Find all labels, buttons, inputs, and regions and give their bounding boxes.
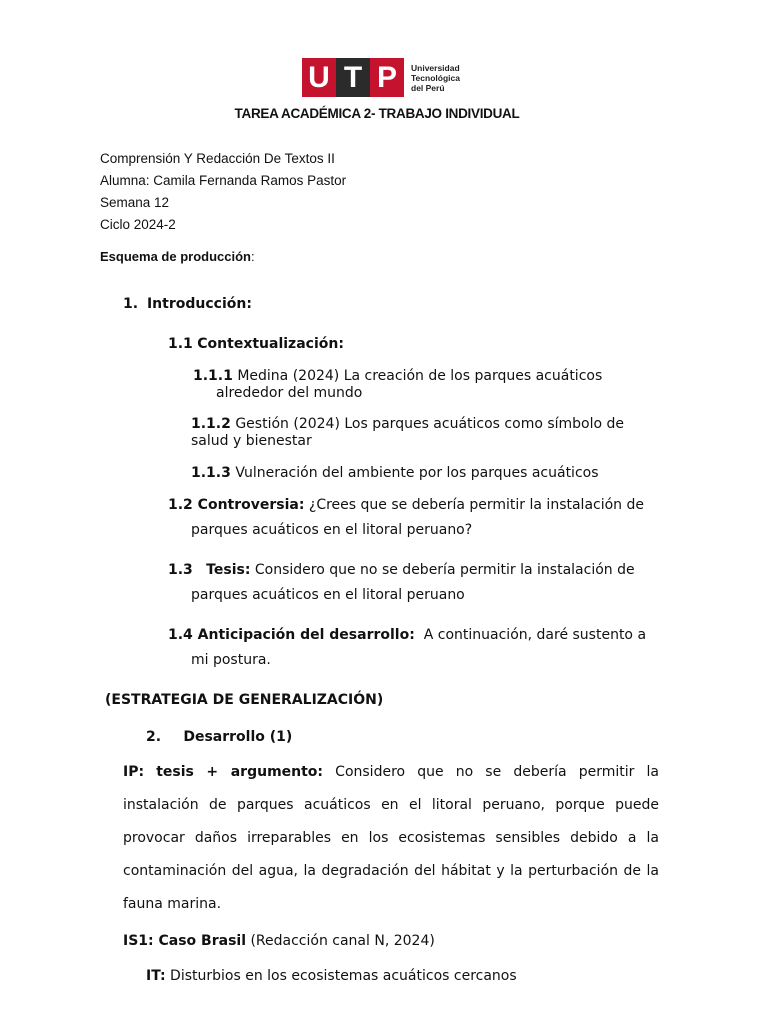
section-1-3-thesis: 1.3 Tesis: Considero que no se debería permitir la instalación de xyxy=(168,562,635,578)
week-label: Semana 12 xyxy=(100,195,170,210)
ip-line-3: provocar daños irreparables en los ecosistemas sensibles debido a la xyxy=(123,830,659,846)
ip-paragraph xyxy=(123,756,659,921)
logo-letter-u: U xyxy=(302,58,336,97)
ip-line-4: contaminación del agua, la degradación del hábitat y la perturbación de la xyxy=(123,863,659,879)
section-1-3-cont: parques acuáticos en el litoral peruano xyxy=(191,587,465,603)
logo-university-name: Universidad Tecnológica del Perú xyxy=(411,62,460,93)
section-1-1-1-cont: alrededor del mundo xyxy=(216,385,363,401)
section-1-1-heading: 1.1 Contextualización: xyxy=(168,336,344,352)
section-1-2-cont: parques acuáticos en el litoral peruano? xyxy=(191,522,473,538)
logo-letter-t: T xyxy=(336,58,370,97)
ip-line-2: instalación de parques acuáticos en el litoral peruano, porque puede xyxy=(123,797,659,813)
section-1-1-3: 1.1.3 Vulneración del ambiente por los parques acuáticos xyxy=(191,465,599,481)
student-name: Alumna: Camila Fernanda Ramos Pastor xyxy=(100,173,347,188)
document-title: TAREA ACADÉMICA 2- TRABAJO INDIVIDUAL xyxy=(234,106,520,121)
section-1-heading: 1. Introducción: xyxy=(123,296,252,312)
section-1-2-controversy: 1.2 Controversia: ¿Crees que se debería permitir la instalación de xyxy=(168,497,644,513)
section-1-1-2-cont: salud y bienestar xyxy=(191,433,312,449)
strategy-heading: (ESTRATEGIA DE GENERALIZACIÓN) xyxy=(105,692,384,708)
logo-letter-p: P xyxy=(370,58,404,97)
is1-line: IS1: Caso Brasil (Redacción canal N, 2024) xyxy=(123,933,435,949)
ip-line-5: fauna marina. xyxy=(123,896,222,912)
ip-line-1: IP: tesis + argumento: Considero que no se debería permitir la xyxy=(123,764,659,780)
schema-heading: Esquema de producción: xyxy=(100,249,255,264)
section-1-1-1: 1.1.1 Medina (2024) La creación de los parques acuáticos xyxy=(193,368,603,384)
cycle-label: Ciclo 2024-2 xyxy=(100,217,176,232)
section-1-4-anticipation: 1.4 Anticipación del desarrollo: A continuación, daré sustento a xyxy=(168,627,647,643)
it-line: IT: Disturbios en los ecosistemas acuáticos cercanos xyxy=(146,968,517,984)
course-name: Comprensión Y Redacción De Textos II xyxy=(100,151,335,166)
section-1-4-cont: mi postura. xyxy=(191,652,271,668)
utp-logo xyxy=(302,58,460,97)
section-1-1-2: 1.1.2 Gestión (2024) Los parques acuáticos como símbolo de xyxy=(191,416,625,432)
section-2-heading: 2. Desarrollo (1) xyxy=(146,729,293,745)
